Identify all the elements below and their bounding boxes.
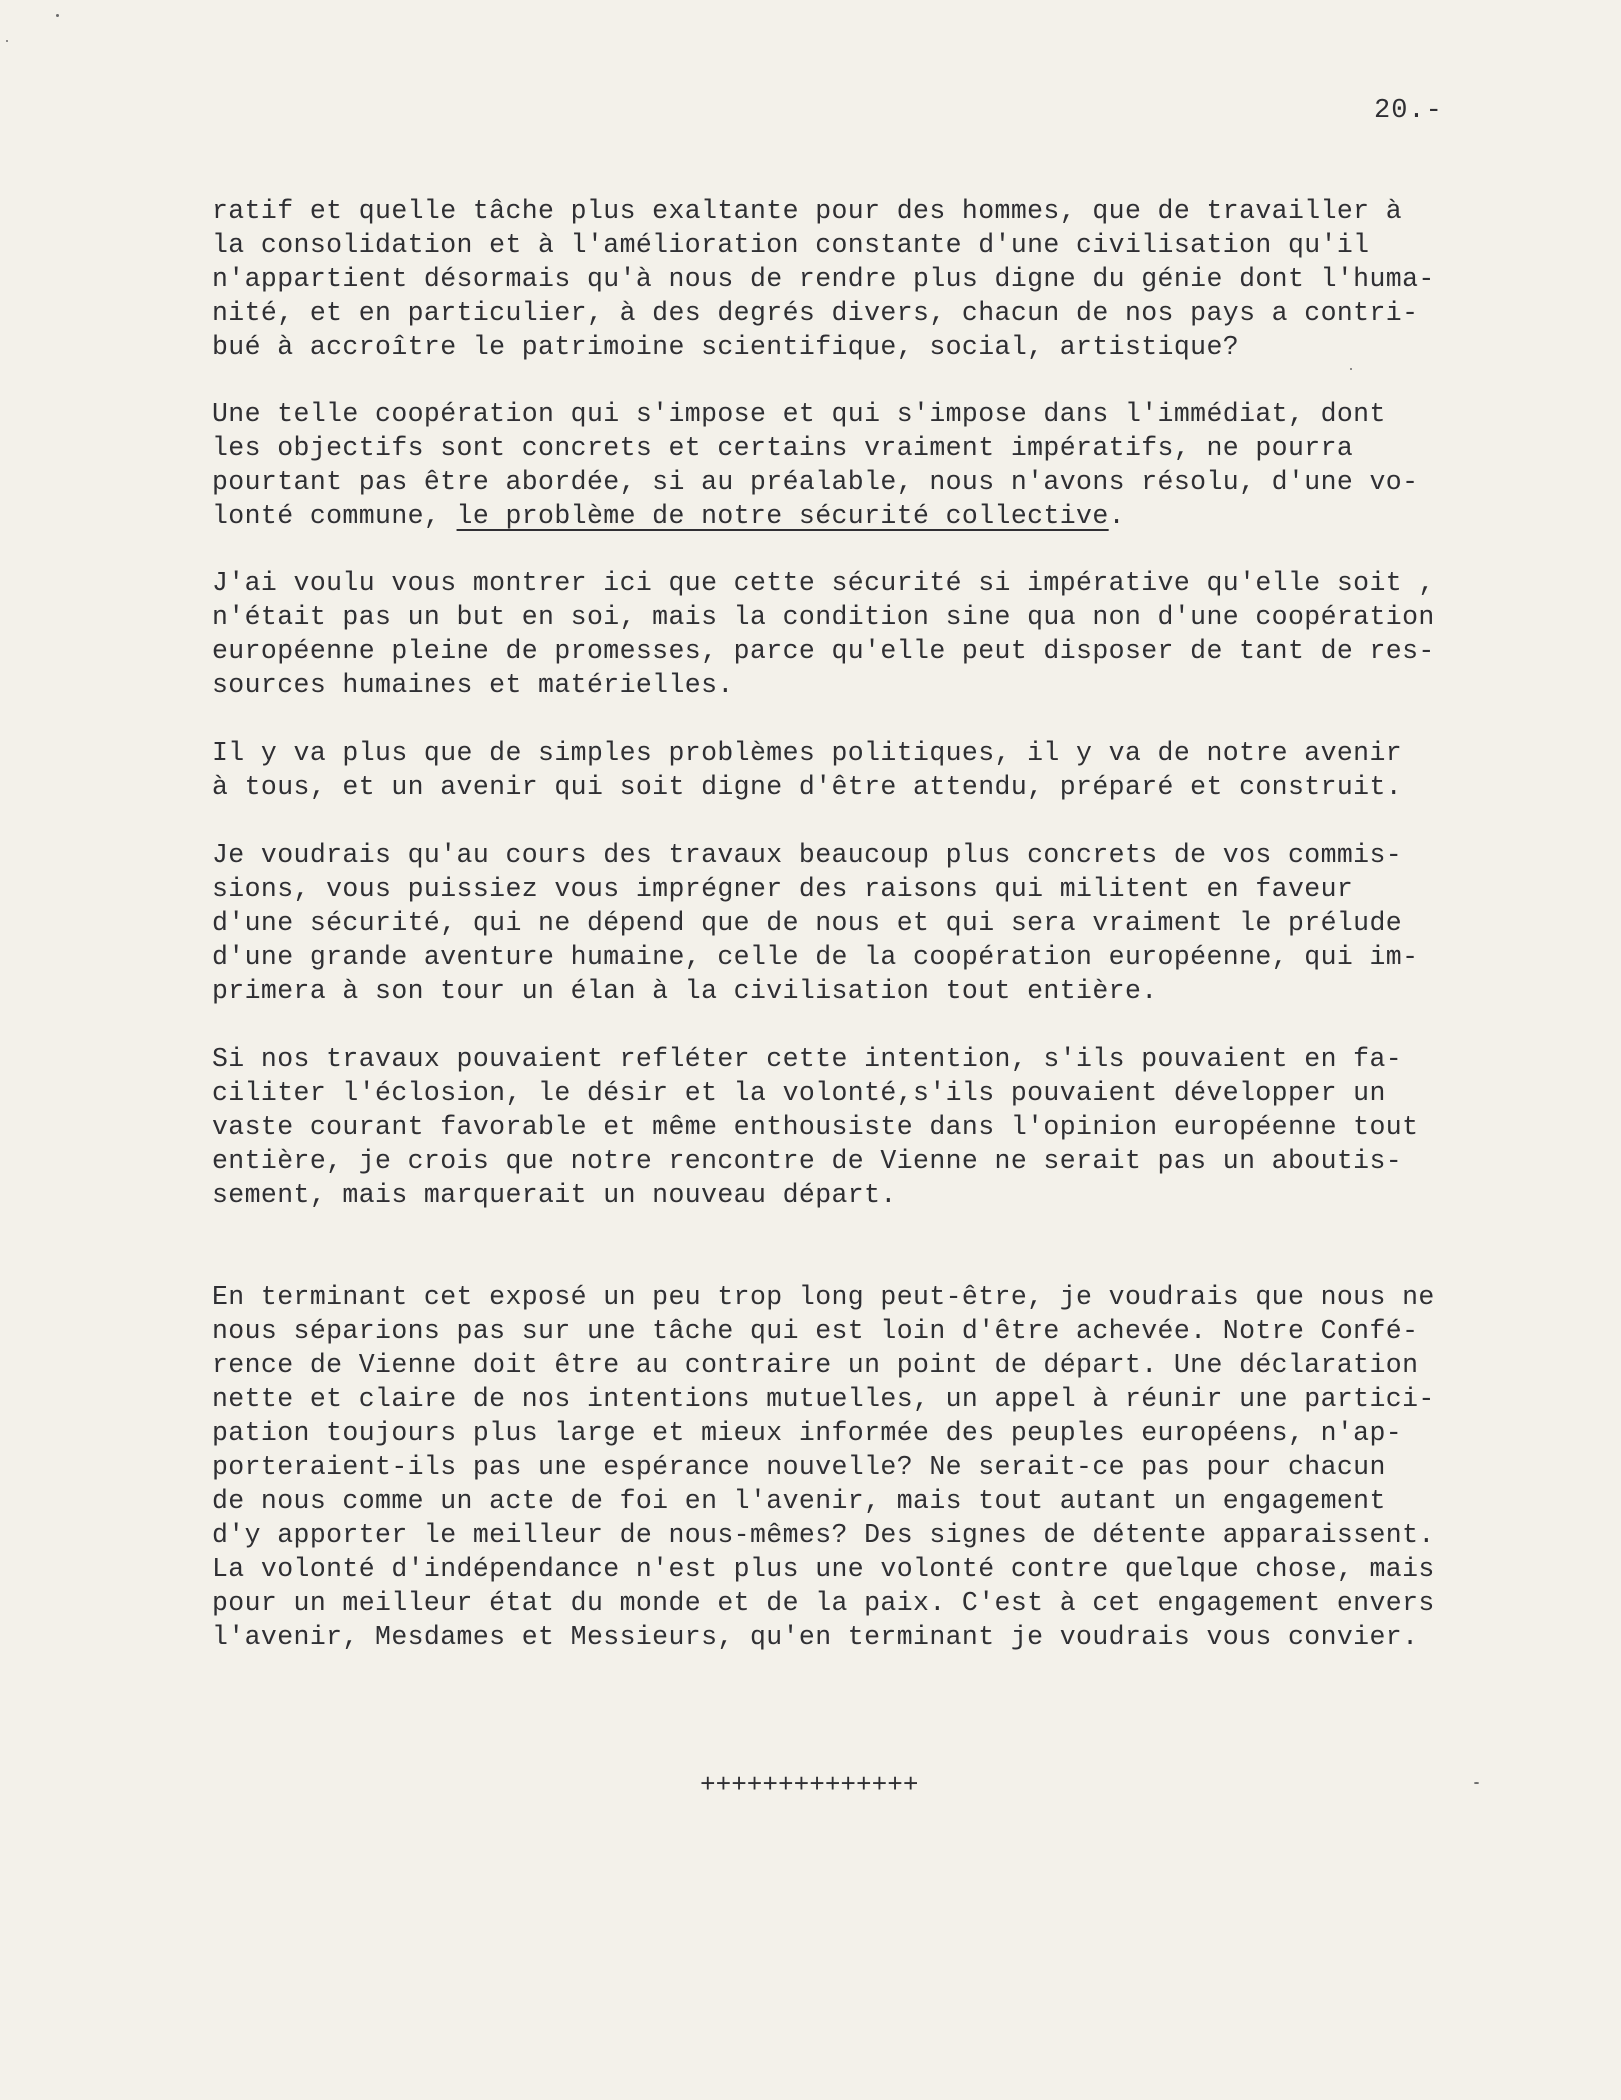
paper-speck — [56, 14, 59, 17]
text-line: pation toujours plus large et mieux informée des peuples européens, n'ap- — [212, 1418, 1403, 1448]
text-line: les objectifs sont concrets et certains vraiment impératifs, ne pourra — [212, 433, 1354, 463]
text-line: La volonté d'indépendance n'est plus une volonté contre quelque chose, mais — [212, 1554, 1435, 1584]
text-line: bué à accroître le patrimoine scientifique, social, artistique? — [212, 332, 1240, 362]
paragraph-4 — [212, 736, 1552, 804]
paragraph-2 — [212, 397, 1552, 533]
paragraph-3 — [212, 566, 1552, 702]
text-line: primera à son tour un élan à la civilisation tout entière. — [212, 976, 1158, 1006]
text-line: ratif et quelle tâche plus exaltante pour des hommes, que de travailler à — [212, 196, 1403, 226]
text-line: l'avenir, Mesdames et Messieurs, qu'en terminant je voudrais vous convier. — [212, 1622, 1419, 1652]
text-line: Il y va plus que de simples problèmes politiques, il y va de notre avenir — [212, 738, 1403, 768]
text-line: En terminant cet exposé un peu trop long peut-être, je voudrais que nous ne — [212, 1282, 1435, 1312]
paragraph-7 — [212, 1280, 1552, 1654]
paper-speck — [1350, 368, 1352, 370]
text-line: n'était pas un but en soi, mais la condition sine qua non d'une coopération — [212, 602, 1435, 632]
text-line: nité, et en particulier, à des degrés divers, chacun de nos pays a contri- — [212, 298, 1419, 328]
text-line: entière, je crois que notre rencontre de Vienne ne serait pas un aboutis- — [212, 1146, 1403, 1176]
text-line: sources humaines et matérielles. — [212, 670, 734, 700]
text-line: nous séparions pas sur une tâche qui est loin d'être achevée. Notre Confé- — [212, 1316, 1419, 1346]
text-line: Si nos travaux pouvaient refléter cette intention, s'ils pouvaient en fa- — [212, 1044, 1403, 1074]
text-line: sions, vous puissiez vous imprégner des raisons qui militent en faveur — [212, 874, 1354, 904]
paper-speck — [1474, 1782, 1479, 1784]
end-separator: ++++++++++++++ — [700, 1770, 919, 1800]
text-line: n'appartient désormais qu'à nous de rendre plus digne du génie dont l'huma- — [212, 264, 1435, 294]
paragraph-5 — [212, 838, 1552, 1008]
text-line: à tous, et un avenir qui soit digne d'être attendu, préparé et construit. — [212, 772, 1403, 802]
text-fragment: lonté commune, — [212, 501, 457, 531]
text-line: porteraient-ils pas une espérance nouvelle? Ne serait-ce pas pour chacun — [212, 1452, 1386, 1482]
text-line: pourtant pas être abordée, si au préalable, nous n'avons résolu, d'une vo- — [212, 467, 1419, 497]
text-line: de nous comme un acte de foi en l'avenir, mais tout autant un engagement — [212, 1486, 1386, 1516]
text-line: sement, mais marquerait un nouveau départ. — [212, 1180, 897, 1210]
paragraph-6 — [212, 1042, 1552, 1212]
text-line: d'une grande aventure humaine, celle de la coopération européenne, qui im- — [212, 942, 1419, 972]
text-line: nette et claire de nos intentions mutuelles, un appel à réunir une partici- — [212, 1384, 1435, 1414]
paragraph-1 — [212, 194, 1552, 364]
text-line: Je voudrais qu'au cours des travaux beaucoup plus concrets de vos commis- — [212, 840, 1403, 870]
text-line: la consolidation et à l'amélioration constante d'une civilisation qu'il — [212, 230, 1370, 260]
paper-speck — [6, 40, 8, 42]
underlined-phrase: le problème de notre sécurité collective — [456, 501, 1109, 531]
text-line: J'ai voulu vous montrer ici que cette sécurité si impérative qu'elle soit , — [212, 568, 1435, 598]
text-line: Une telle coopération qui s'impose et qui s'impose dans l'immédiat, dont — [212, 399, 1386, 429]
text-line: d'y apporter le meilleur de nous-mêmes? Des signes de détente apparaissent. — [212, 1520, 1435, 1550]
text-line: d'une sécurité, qui ne dépend que de nous et qui sera vraiment le prélude — [212, 908, 1403, 938]
text-fragment: . — [1108, 501, 1125, 531]
text-line-with-emphasis — [212, 499, 1552, 533]
text-line: pour un meilleur état du monde et de la paix. C'est à cet engagement envers — [212, 1588, 1435, 1618]
text-line: ciliter l'éclosion, le désir et la volonté,s'ils pouvaient développer un — [212, 1078, 1386, 1108]
text-line: européenne pleine de promesses, parce qu'elle peut disposer de tant de res- — [212, 636, 1435, 666]
text-line: rence de Vienne doit être au contraire un point de départ. Une déclaration — [212, 1350, 1419, 1380]
page-number: 20.- — [1374, 96, 1443, 126]
text-line: vaste courant favorable et même enthousiste dans l'opinion européenne tout — [212, 1112, 1419, 1142]
